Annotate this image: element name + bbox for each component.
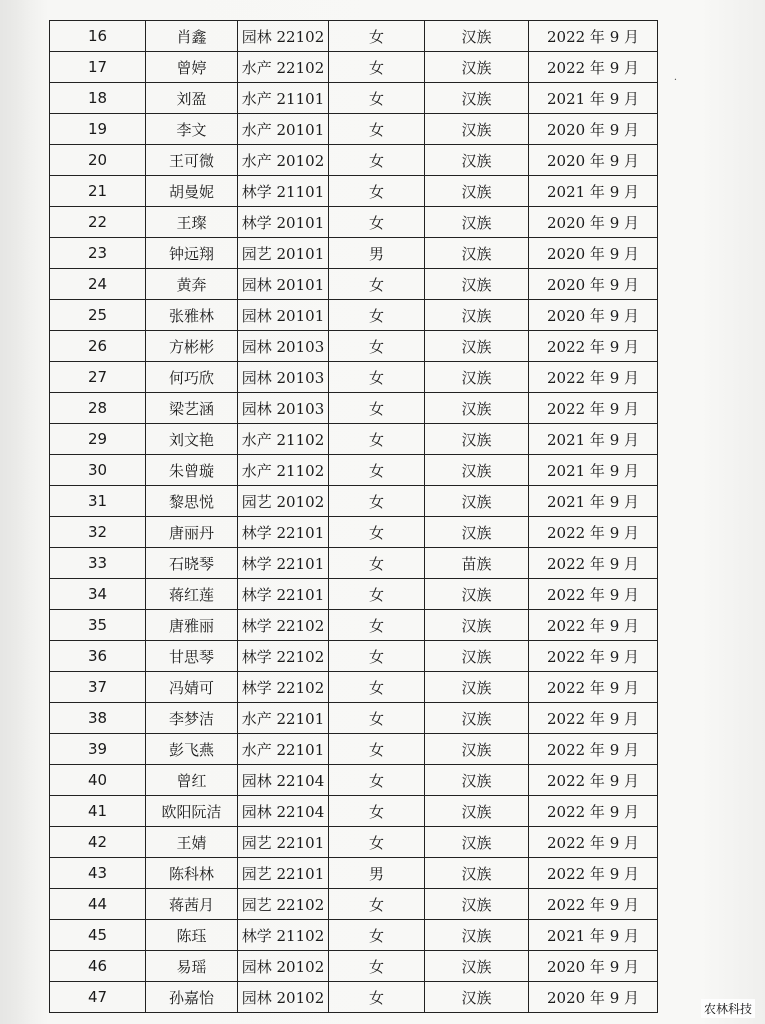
- cell-gender: 女: [329, 796, 425, 827]
- cell-class: 水产 20102: [238, 145, 329, 176]
- table-row: [50, 858, 658, 889]
- cell-ethnicity: 汉族: [425, 579, 529, 610]
- cell-name: 李梦洁: [146, 703, 238, 734]
- cell-number: 42: [50, 827, 146, 858]
- table-row: [50, 889, 658, 920]
- cell-class: 林学 20101: [238, 207, 329, 238]
- cell-enroll-date: 2022 年 9 月: [529, 52, 658, 83]
- cell-gender: 女: [329, 982, 425, 1013]
- cell-ethnicity: 汉族: [425, 331, 529, 362]
- cell-enroll-date: 2022 年 9 月: [529, 362, 658, 393]
- cell-ethnicity: 汉族: [425, 982, 529, 1013]
- cell-ethnicity: 汉族: [425, 52, 529, 83]
- cell-ethnicity: 汉族: [425, 951, 529, 982]
- cell-gender: 女: [329, 207, 425, 238]
- cell-enroll-date: 2020 年 9 月: [529, 145, 658, 176]
- cell-ethnicity: 汉族: [425, 641, 529, 672]
- cell-name: 黄奔: [146, 269, 238, 300]
- cell-name: 王婧: [146, 827, 238, 858]
- cell-class: 林学 22102: [238, 641, 329, 672]
- cell-name: 王可微: [146, 145, 238, 176]
- table-row: [50, 641, 658, 672]
- table-row: [50, 145, 658, 176]
- cell-gender: 女: [329, 145, 425, 176]
- page-edge-shadow: [0, 0, 48, 1024]
- cell-gender: 女: [329, 610, 425, 641]
- cell-name: 冯婧可: [146, 672, 238, 703]
- table-row: [50, 362, 658, 393]
- cell-gender: 女: [329, 486, 425, 517]
- cell-class: 园林 20103: [238, 393, 329, 424]
- cell-class: 水产 20101: [238, 114, 329, 145]
- cell-ethnicity: 汉族: [425, 238, 529, 269]
- cell-gender: 男: [329, 238, 425, 269]
- cell-class: 水产 21101: [238, 83, 329, 114]
- cell-enroll-date: 2020 年 9 月: [529, 300, 658, 331]
- cell-enroll-date: 2021 年 9 月: [529, 83, 658, 114]
- cell-class: 园艺 20101: [238, 238, 329, 269]
- cell-name: 蒋茜月: [146, 889, 238, 920]
- cell-ethnicity: 汉族: [425, 796, 529, 827]
- table-row: [50, 951, 658, 982]
- cell-name: 石晓琴: [146, 548, 238, 579]
- cell-enroll-date: 2022 年 9 月: [529, 517, 658, 548]
- cell-enroll-date: 2022 年 9 月: [529, 765, 658, 796]
- cell-ethnicity: 汉族: [425, 83, 529, 114]
- cell-number: 21: [50, 176, 146, 207]
- cell-gender: 女: [329, 672, 425, 703]
- cell-number: 18: [50, 83, 146, 114]
- cell-ethnicity: 汉族: [425, 393, 529, 424]
- cell-class: 园林 20101: [238, 300, 329, 331]
- cell-class: 园艺 20102: [238, 486, 329, 517]
- cell-number: 47: [50, 982, 146, 1013]
- cell-name: 王璨: [146, 207, 238, 238]
- cell-gender: 男: [329, 858, 425, 889]
- cell-class: 园艺 22101: [238, 827, 329, 858]
- cell-ethnicity: 汉族: [425, 486, 529, 517]
- cell-gender: 女: [329, 21, 425, 52]
- watermark-label: 农林科技: [701, 999, 755, 1018]
- cell-number: 26: [50, 331, 146, 362]
- cell-enroll-date: 2022 年 9 月: [529, 734, 658, 765]
- cell-enroll-date: 2022 年 9 月: [529, 827, 658, 858]
- table-row: [50, 734, 658, 765]
- table-row: [50, 300, 658, 331]
- cell-class: 林学 22102: [238, 672, 329, 703]
- cell-name: 方彬彬: [146, 331, 238, 362]
- table-row: [50, 238, 658, 269]
- cell-ethnicity: 汉族: [425, 455, 529, 486]
- cell-enroll-date: 2020 年 9 月: [529, 269, 658, 300]
- table-row: [50, 579, 658, 610]
- table-row: [50, 393, 658, 424]
- cell-name: 孙嘉怡: [146, 982, 238, 1013]
- cell-enroll-date: 2020 年 9 月: [529, 114, 658, 145]
- cell-number: 25: [50, 300, 146, 331]
- cell-number: 23: [50, 238, 146, 269]
- cell-gender: 女: [329, 455, 425, 486]
- cell-enroll-date: 2022 年 9 月: [529, 672, 658, 703]
- cell-name: 李文: [146, 114, 238, 145]
- cell-gender: 女: [329, 176, 425, 207]
- cell-enroll-date: 2022 年 9 月: [529, 579, 658, 610]
- cell-name: 刘文艳: [146, 424, 238, 455]
- table-row: [50, 517, 658, 548]
- cell-gender: 女: [329, 827, 425, 858]
- cell-ethnicity: 汉族: [425, 703, 529, 734]
- table-row: [50, 486, 658, 517]
- cell-gender: 女: [329, 548, 425, 579]
- table-row: [50, 207, 658, 238]
- cell-name: 胡曼妮: [146, 176, 238, 207]
- cell-name: 何巧欣: [146, 362, 238, 393]
- cell-number: 45: [50, 920, 146, 951]
- cell-ethnicity: 汉族: [425, 672, 529, 703]
- cell-gender: 女: [329, 393, 425, 424]
- cell-number: 44: [50, 889, 146, 920]
- cell-enroll-date: 2022 年 9 月: [529, 889, 658, 920]
- cell-number: 38: [50, 703, 146, 734]
- cell-name: 张雅林: [146, 300, 238, 331]
- cell-class: 林学 22101: [238, 548, 329, 579]
- table-row: [50, 765, 658, 796]
- cell-class: 园林 22102: [238, 21, 329, 52]
- scan-speck: ·: [673, 75, 677, 86]
- cell-enroll-date: 2020 年 9 月: [529, 238, 658, 269]
- cell-ethnicity: 汉族: [425, 517, 529, 548]
- cell-ethnicity: 汉族: [425, 269, 529, 300]
- cell-number: 17: [50, 52, 146, 83]
- cell-class: 水产 22101: [238, 703, 329, 734]
- cell-enroll-date: 2022 年 9 月: [529, 331, 658, 362]
- cell-gender: 女: [329, 331, 425, 362]
- cell-class: 林学 21101: [238, 176, 329, 207]
- cell-name: 刘盈: [146, 83, 238, 114]
- cell-gender: 女: [329, 300, 425, 331]
- cell-gender: 女: [329, 83, 425, 114]
- roster-body: [50, 21, 658, 1013]
- cell-enroll-date: 2022 年 9 月: [529, 858, 658, 889]
- cell-ethnicity: 汉族: [425, 610, 529, 641]
- cell-enroll-date: 2022 年 9 月: [529, 796, 658, 827]
- cell-class: 林学 22101: [238, 517, 329, 548]
- table-row: [50, 982, 658, 1013]
- cell-class: 水产 21102: [238, 424, 329, 455]
- cell-gender: 女: [329, 424, 425, 455]
- table-row: [50, 52, 658, 83]
- cell-number: 35: [50, 610, 146, 641]
- cell-class: 园林 22104: [238, 796, 329, 827]
- cell-ethnicity: 汉族: [425, 827, 529, 858]
- cell-enroll-date: 2020 年 9 月: [529, 207, 658, 238]
- cell-ethnicity: 汉族: [425, 145, 529, 176]
- cell-enroll-date: 2020 年 9 月: [529, 951, 658, 982]
- cell-ethnicity: 汉族: [425, 889, 529, 920]
- cell-gender: 女: [329, 641, 425, 672]
- cell-name: 曾红: [146, 765, 238, 796]
- cell-gender: 女: [329, 269, 425, 300]
- cell-number: 32: [50, 517, 146, 548]
- cell-number: 19: [50, 114, 146, 145]
- cell-ethnicity: 汉族: [425, 734, 529, 765]
- cell-gender: 女: [329, 889, 425, 920]
- cell-name: 曾婷: [146, 52, 238, 83]
- cell-enroll-date: 2022 年 9 月: [529, 393, 658, 424]
- cell-number: 39: [50, 734, 146, 765]
- cell-ethnicity: 汉族: [425, 765, 529, 796]
- cell-ethnicity: 汉族: [425, 207, 529, 238]
- cell-enroll-date: 2022 年 9 月: [529, 548, 658, 579]
- cell-number: 37: [50, 672, 146, 703]
- table-row: [50, 114, 658, 145]
- cell-enroll-date: 2021 年 9 月: [529, 176, 658, 207]
- cell-enroll-date: 2020 年 9 月: [529, 982, 658, 1013]
- student-roster-table: [49, 20, 658, 1013]
- cell-number: 20: [50, 145, 146, 176]
- cell-number: 27: [50, 362, 146, 393]
- cell-number: 46: [50, 951, 146, 982]
- cell-number: 36: [50, 641, 146, 672]
- cell-ethnicity: 苗族: [425, 548, 529, 579]
- cell-enroll-date: 2021 年 9 月: [529, 920, 658, 951]
- cell-gender: 女: [329, 52, 425, 83]
- cell-class: 园林 20102: [238, 951, 329, 982]
- cell-name: 唐雅丽: [146, 610, 238, 641]
- cell-gender: 女: [329, 517, 425, 548]
- table-row: [50, 83, 658, 114]
- cell-number: 30: [50, 455, 146, 486]
- cell-number: 28: [50, 393, 146, 424]
- cell-gender: 女: [329, 362, 425, 393]
- cell-enroll-date: 2022 年 9 月: [529, 703, 658, 734]
- cell-class: 园林 22104: [238, 765, 329, 796]
- cell-class: 林学 22102: [238, 610, 329, 641]
- cell-name: 肖鑫: [146, 21, 238, 52]
- cell-class: 园林 20102: [238, 982, 329, 1013]
- cell-name: 甘思琴: [146, 641, 238, 672]
- cell-number: 31: [50, 486, 146, 517]
- table-row: [50, 424, 658, 455]
- cell-number: 16: [50, 21, 146, 52]
- cell-ethnicity: 汉族: [425, 858, 529, 889]
- cell-name: 黎思悦: [146, 486, 238, 517]
- cell-gender: 女: [329, 734, 425, 765]
- cell-name: 易瑶: [146, 951, 238, 982]
- cell-number: 22: [50, 207, 146, 238]
- cell-gender: 女: [329, 703, 425, 734]
- table-row: [50, 548, 658, 579]
- table-row: [50, 827, 658, 858]
- cell-enroll-date: 2021 年 9 月: [529, 455, 658, 486]
- cell-class: 水产 21102: [238, 455, 329, 486]
- cell-name: 彭飞燕: [146, 734, 238, 765]
- cell-class: 园林 20103: [238, 362, 329, 393]
- cell-gender: 女: [329, 114, 425, 145]
- cell-number: 34: [50, 579, 146, 610]
- cell-ethnicity: 汉族: [425, 424, 529, 455]
- cell-enroll-date: 2021 年 9 月: [529, 424, 658, 455]
- table-row: [50, 703, 658, 734]
- cell-class: 林学 21102: [238, 920, 329, 951]
- table-row: [50, 455, 658, 486]
- cell-ethnicity: 汉族: [425, 300, 529, 331]
- cell-name: 陈科林: [146, 858, 238, 889]
- cell-gender: 女: [329, 579, 425, 610]
- cell-class: 园林 20103: [238, 331, 329, 362]
- table-row: [50, 920, 658, 951]
- cell-class: 园艺 22102: [238, 889, 329, 920]
- table-row: [50, 610, 658, 641]
- cell-name: 陈珏: [146, 920, 238, 951]
- cell-number: 43: [50, 858, 146, 889]
- cell-name: 钟远翔: [146, 238, 238, 269]
- cell-enroll-date: 2022 年 9 月: [529, 641, 658, 672]
- cell-gender: 女: [329, 765, 425, 796]
- cell-ethnicity: 汉族: [425, 362, 529, 393]
- cell-enroll-date: 2022 年 9 月: [529, 21, 658, 52]
- cell-number: 24: [50, 269, 146, 300]
- cell-number: 40: [50, 765, 146, 796]
- cell-number: 33: [50, 548, 146, 579]
- cell-ethnicity: 汉族: [425, 114, 529, 145]
- cell-number: 29: [50, 424, 146, 455]
- cell-class: 园艺 22101: [238, 858, 329, 889]
- cell-name: 朱曾璇: [146, 455, 238, 486]
- table-row: [50, 21, 658, 52]
- table-row: [50, 176, 658, 207]
- cell-class: 园林 20101: [238, 269, 329, 300]
- table-row: [50, 331, 658, 362]
- cell-gender: 女: [329, 951, 425, 982]
- cell-enroll-date: 2021 年 9 月: [529, 486, 658, 517]
- table-row: [50, 672, 658, 703]
- cell-class: 林学 22101: [238, 579, 329, 610]
- cell-ethnicity: 汉族: [425, 176, 529, 207]
- cell-number: 41: [50, 796, 146, 827]
- cell-class: 水产 22101: [238, 734, 329, 765]
- cell-name: 唐丽丹: [146, 517, 238, 548]
- table-row: [50, 269, 658, 300]
- cell-enroll-date: 2022 年 9 月: [529, 610, 658, 641]
- cell-name: 欧阳阮洁: [146, 796, 238, 827]
- cell-gender: 女: [329, 920, 425, 951]
- cell-name: 蒋红莲: [146, 579, 238, 610]
- cell-ethnicity: 汉族: [425, 21, 529, 52]
- cell-name: 梁艺涵: [146, 393, 238, 424]
- table-row: [50, 796, 658, 827]
- cell-ethnicity: 汉族: [425, 920, 529, 951]
- cell-class: 水产 22102: [238, 52, 329, 83]
